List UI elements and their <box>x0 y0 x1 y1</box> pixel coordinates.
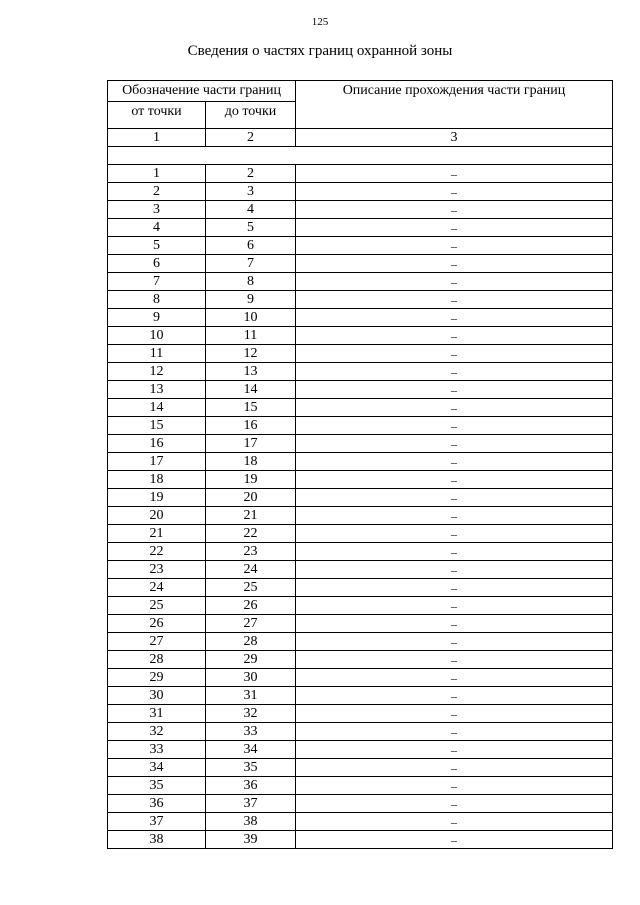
description-cell: – <box>296 525 613 543</box>
from-point-cell: 36 <box>108 795 206 813</box>
from-point-cell: 19 <box>108 489 206 507</box>
to-point-cell: 21 <box>206 507 296 525</box>
from-point-cell: 22 <box>108 543 206 561</box>
to-point-header: до точки <box>206 102 296 129</box>
to-point-cell: 32 <box>206 705 296 723</box>
description-cell: – <box>296 291 613 309</box>
description-cell: – <box>296 417 613 435</box>
description-cell: – <box>296 381 613 399</box>
description-cell: – <box>296 399 613 417</box>
to-point-cell: 17 <box>206 435 296 453</box>
description-cell: – <box>296 201 613 219</box>
to-point-cell: 35 <box>206 759 296 777</box>
to-point-cell: 9 <box>206 291 296 309</box>
from-point-cell: 20 <box>108 507 206 525</box>
from-point-cell: 1 <box>108 165 206 183</box>
description-cell: – <box>296 651 613 669</box>
column-number: 3 <box>296 129 613 147</box>
from-point-cell: 13 <box>108 381 206 399</box>
table-row <box>108 237 613 255</box>
from-point-cell: 29 <box>108 669 206 687</box>
to-point-cell: 12 <box>206 345 296 363</box>
to-point-cell: 14 <box>206 381 296 399</box>
from-point-cell: 2 <box>108 183 206 201</box>
from-point-cell: 35 <box>108 777 206 795</box>
from-point-cell: 10 <box>108 327 206 345</box>
description-cell: – <box>296 471 613 489</box>
description-cell: – <box>296 543 613 561</box>
description-cell: – <box>296 273 613 291</box>
table-row <box>108 489 613 507</box>
table-row <box>108 165 613 183</box>
from-point-cell: 38 <box>108 831 206 849</box>
table-row <box>108 579 613 597</box>
boundary-description-header: Описание прохождения части границ <box>296 81 613 129</box>
boundary-parts-table <box>107 80 613 849</box>
table-row <box>108 381 613 399</box>
table-row <box>108 561 613 579</box>
description-cell: – <box>296 633 613 651</box>
table-row <box>108 255 613 273</box>
table-row <box>108 633 613 651</box>
table-row <box>108 219 613 237</box>
table-row <box>108 201 613 219</box>
table-row <box>108 705 613 723</box>
to-point-cell: 31 <box>206 687 296 705</box>
table-row <box>108 777 613 795</box>
from-point-cell: 12 <box>108 363 206 381</box>
description-cell: – <box>296 165 613 183</box>
description-cell: – <box>296 741 613 759</box>
description-cell: – <box>296 813 613 831</box>
table-row <box>108 831 613 849</box>
to-point-cell: 18 <box>206 453 296 471</box>
description-cell: – <box>296 795 613 813</box>
description-cell: – <box>296 759 613 777</box>
from-point-cell: 18 <box>108 471 206 489</box>
to-point-cell: 13 <box>206 363 296 381</box>
to-point-cell: 20 <box>206 489 296 507</box>
to-point-cell: 2 <box>206 165 296 183</box>
description-cell: – <box>296 309 613 327</box>
description-cell: – <box>296 705 613 723</box>
column-number: 2 <box>206 129 296 147</box>
table-row <box>108 651 613 669</box>
from-point-cell: 34 <box>108 759 206 777</box>
to-point-cell: 38 <box>206 813 296 831</box>
description-cell: – <box>296 597 613 615</box>
description-cell: – <box>296 345 613 363</box>
from-point-cell: 8 <box>108 291 206 309</box>
to-point-cell: 3 <box>206 183 296 201</box>
description-cell: – <box>296 507 613 525</box>
to-point-cell: 36 <box>206 777 296 795</box>
to-point-cell: 27 <box>206 615 296 633</box>
description-cell: – <box>296 255 613 273</box>
from-point-cell: 23 <box>108 561 206 579</box>
from-point-cell: 28 <box>108 651 206 669</box>
from-point-cell: 27 <box>108 633 206 651</box>
table-row <box>108 543 613 561</box>
from-point-cell: 9 <box>108 309 206 327</box>
to-point-cell: 24 <box>206 561 296 579</box>
from-point-cell: 14 <box>108 399 206 417</box>
to-point-cell: 26 <box>206 597 296 615</box>
table-row <box>108 741 613 759</box>
table-row <box>108 453 613 471</box>
table-row <box>108 309 613 327</box>
table-row <box>108 183 613 201</box>
to-point-cell: 37 <box>206 795 296 813</box>
from-point-cell: 24 <box>108 579 206 597</box>
from-point-cell: 17 <box>108 453 206 471</box>
to-point-cell: 33 <box>206 723 296 741</box>
from-point-cell: 21 <box>108 525 206 543</box>
description-cell: – <box>296 237 613 255</box>
from-point-cell: 16 <box>108 435 206 453</box>
table-row <box>108 687 613 705</box>
description-cell: – <box>296 669 613 687</box>
to-point-cell: 29 <box>206 651 296 669</box>
description-cell: – <box>296 615 613 633</box>
from-point-cell: 7 <box>108 273 206 291</box>
page-number: 125 <box>311 16 329 28</box>
to-point-cell: 34 <box>206 741 296 759</box>
description-cell: – <box>296 687 613 705</box>
description-cell: – <box>296 363 613 381</box>
to-point-cell: 30 <box>206 669 296 687</box>
to-point-cell: 28 <box>206 633 296 651</box>
from-point-header: от точки <box>108 102 206 129</box>
table-header-row <box>108 81 613 102</box>
from-point-cell: 25 <box>108 597 206 615</box>
description-cell: – <box>296 453 613 471</box>
description-cell: – <box>296 561 613 579</box>
section-row <box>108 147 613 165</box>
to-point-cell: 4 <box>206 201 296 219</box>
column-number-row <box>108 129 613 147</box>
table-row <box>108 669 613 687</box>
table-row <box>108 795 613 813</box>
table-row <box>108 507 613 525</box>
to-point-cell: 7 <box>206 255 296 273</box>
description-cell: – <box>296 831 613 849</box>
from-point-cell: 3 <box>108 201 206 219</box>
column-number: 1 <box>108 129 206 147</box>
to-point-cell: 16 <box>206 417 296 435</box>
table-row <box>108 813 613 831</box>
to-point-cell: 19 <box>206 471 296 489</box>
to-point-cell: 23 <box>206 543 296 561</box>
table-row <box>108 345 613 363</box>
table-row <box>108 399 613 417</box>
to-point-cell: 15 <box>206 399 296 417</box>
to-point-cell: 6 <box>206 237 296 255</box>
from-point-cell: 11 <box>108 345 206 363</box>
description-cell: – <box>296 435 613 453</box>
description-cell: – <box>296 489 613 507</box>
to-point-cell: 8 <box>206 273 296 291</box>
to-point-cell: 5 <box>206 219 296 237</box>
to-point-cell: 10 <box>206 309 296 327</box>
table-row <box>108 363 613 381</box>
description-cell: – <box>296 579 613 597</box>
from-point-cell: 31 <box>108 705 206 723</box>
from-point-cell: 30 <box>108 687 206 705</box>
table-row <box>108 417 613 435</box>
table-row <box>108 723 613 741</box>
table-row <box>108 327 613 345</box>
description-cell: – <box>296 723 613 741</box>
from-point-cell: 26 <box>108 615 206 633</box>
table-row <box>108 291 613 309</box>
table-row <box>108 471 613 489</box>
section-label <box>108 147 613 165</box>
table-row <box>108 273 613 291</box>
from-point-cell: 37 <box>108 813 206 831</box>
from-point-cell: 33 <box>108 741 206 759</box>
from-point-cell: 15 <box>108 417 206 435</box>
description-cell: – <box>296 219 613 237</box>
boundary-part-designation-header: Обозначение части границ <box>108 81 296 102</box>
description-cell: – <box>296 327 613 345</box>
to-point-cell: 22 <box>206 525 296 543</box>
table-row <box>108 525 613 543</box>
from-point-cell: 4 <box>108 219 206 237</box>
from-point-cell: 5 <box>108 237 206 255</box>
description-cell: – <box>296 777 613 795</box>
to-point-cell: 39 <box>206 831 296 849</box>
document-title: Сведения о частях границ охранной зоны <box>187 43 453 59</box>
table-row <box>108 435 613 453</box>
table-row <box>108 597 613 615</box>
from-point-cell: 32 <box>108 723 206 741</box>
to-point-cell: 25 <box>206 579 296 597</box>
table-row <box>108 615 613 633</box>
table-row <box>108 759 613 777</box>
description-cell: – <box>296 183 613 201</box>
to-point-cell: 11 <box>206 327 296 345</box>
from-point-cell: 6 <box>108 255 206 273</box>
